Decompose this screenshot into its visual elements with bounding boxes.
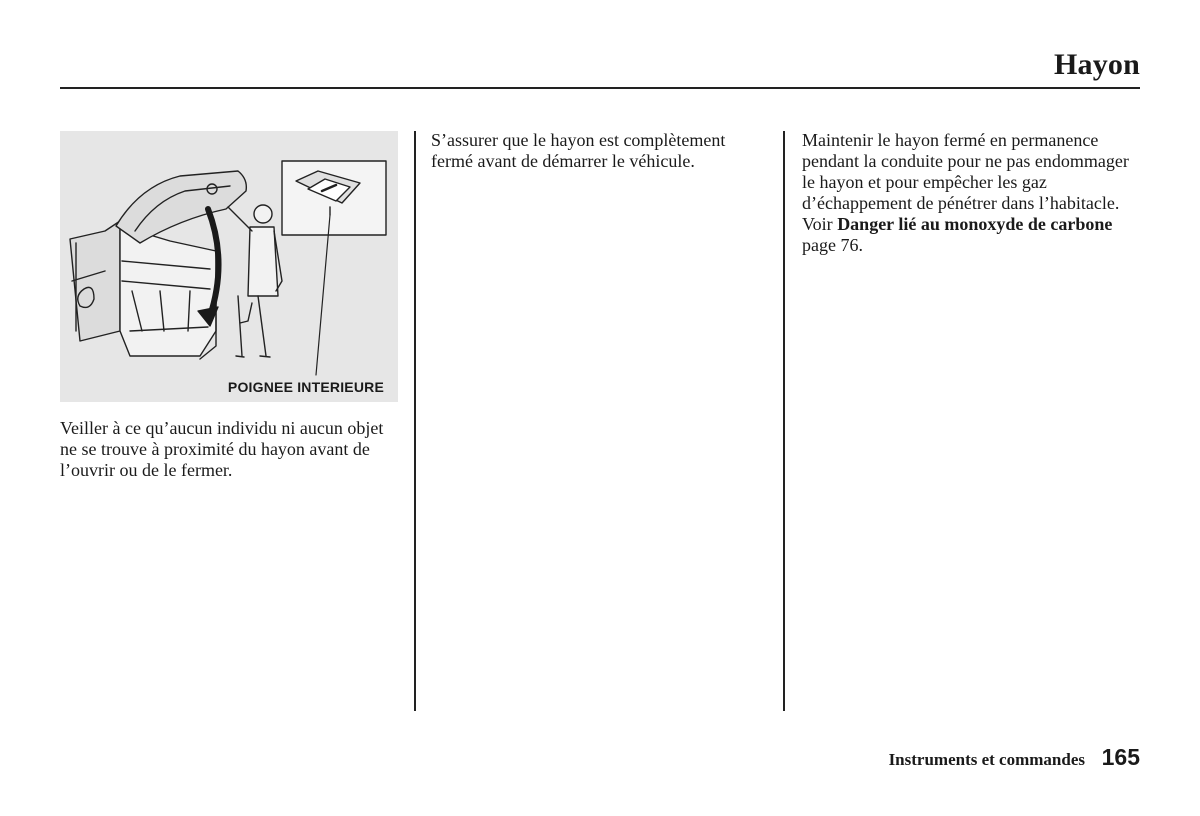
carbon-monoxide-reference-link[interactable]: Danger lié au monoxyde de carbone (837, 214, 1113, 234)
page-title: Hayon (1053, 48, 1140, 81)
title-rule (60, 87, 1140, 89)
column-divider-2 (783, 131, 785, 711)
column-divider-1 (414, 131, 416, 711)
footer-section-title: Instruments et commandes (888, 750, 1085, 769)
tailgate-illustration (60, 131, 398, 402)
column-1-text: Veiller à ce qu’aucun individu ni aucun objet ne se trouve à proximité du hayon avant de l’ouvrir ou de le fermer. (60, 418, 384, 480)
column-3-text-after: page 76. (802, 235, 863, 255)
column-2-text: S’assurer que le hayon est complètement fermé avant de démarrer le véhicule. (431, 130, 726, 171)
column-3-text (802, 130, 1142, 256)
figure-caption: POIGNEE INTERIEURE (227, 379, 384, 395)
column-3-text-before: Maintenir le hayon fermé en permanence pendant la conduite pour ne pas endommager le hayon et pour empêcher les gaz d’échappement de pénétrer dans l’habitacle. Voir (802, 130, 1129, 234)
tailgate-figure (60, 131, 398, 402)
page-number: 165 (1101, 744, 1140, 770)
